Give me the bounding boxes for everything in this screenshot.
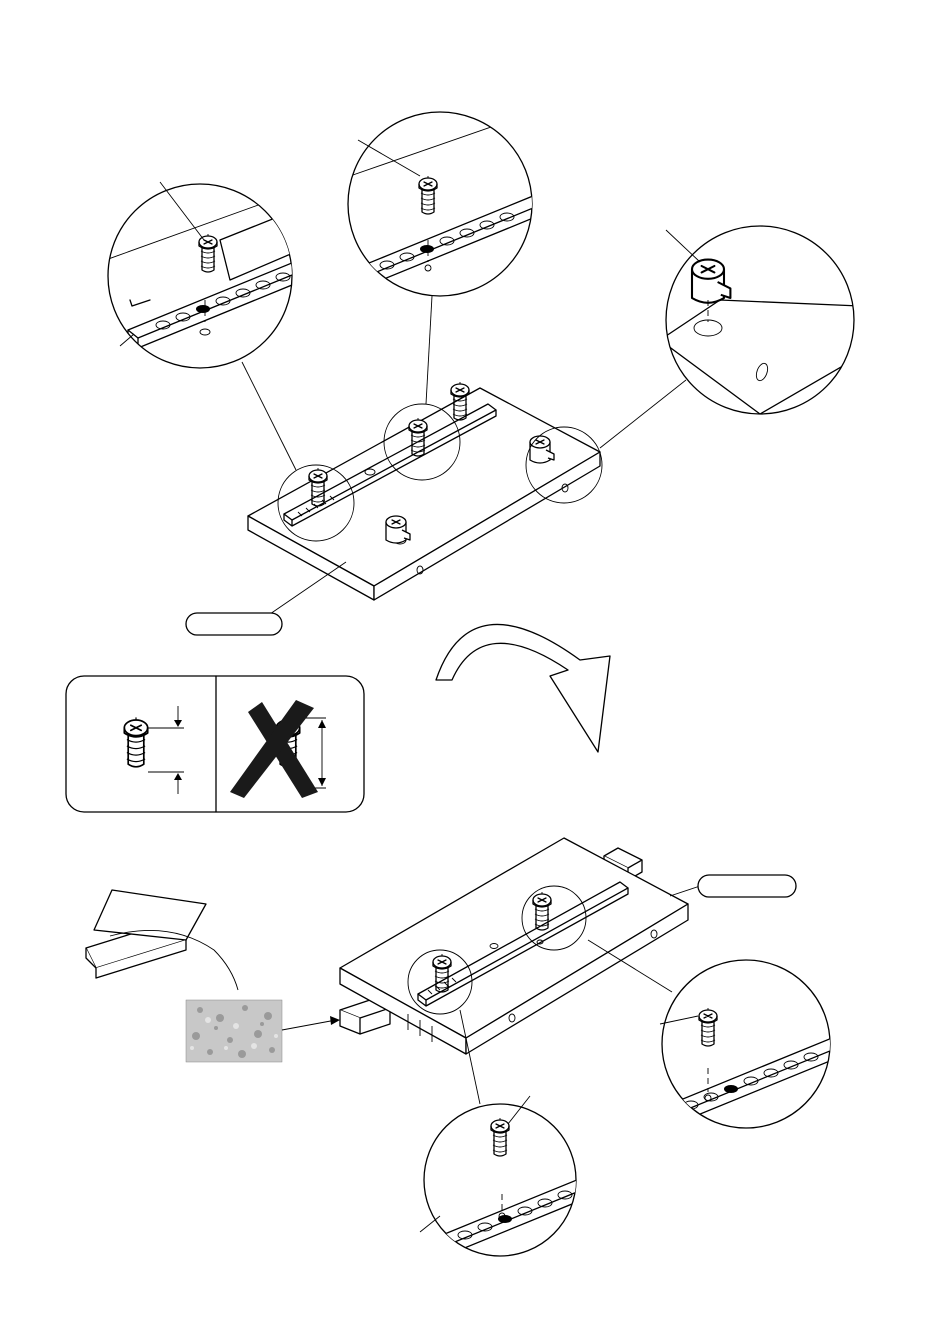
protective-cloth-icon: [186, 1000, 340, 1062]
curved-rotate-arrow-icon: [436, 624, 610, 752]
zoom-detail-left: [100, 182, 358, 368]
bottom-part-label: [698, 875, 796, 897]
top-board: [248, 382, 600, 600]
screw-depth-check-box: [66, 676, 364, 812]
zoom-detail-bottom-right: [656, 960, 886, 1128]
top-part-label: [186, 613, 282, 635]
zoom-detail-middle: [348, 110, 582, 296]
zoom-detail-bottom-center: [420, 1096, 660, 1258]
zoom-detail-cam: [660, 226, 860, 414]
packaging-box-icon: [86, 890, 238, 990]
